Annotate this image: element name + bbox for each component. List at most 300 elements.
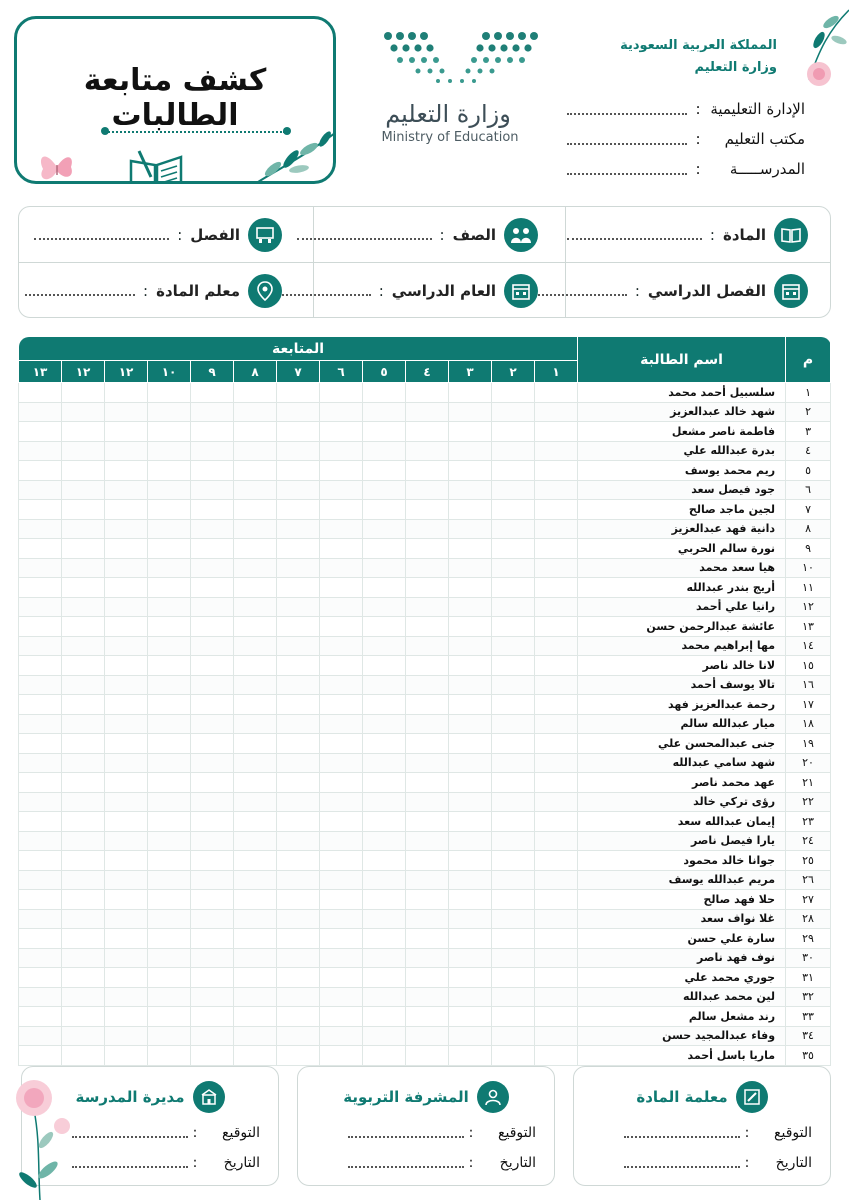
followup-cell[interactable] — [363, 636, 406, 656]
followup-cell[interactable] — [105, 812, 148, 832]
followup-cell[interactable] — [234, 714, 277, 734]
followup-cell[interactable] — [148, 870, 191, 890]
followup-cell[interactable] — [191, 422, 234, 442]
followup-cell[interactable] — [449, 695, 492, 715]
followup-cell[interactable] — [19, 422, 62, 442]
followup-cell[interactable] — [449, 461, 492, 481]
followup-cell[interactable] — [62, 773, 105, 793]
followup-cell[interactable] — [148, 480, 191, 500]
followup-cell[interactable] — [320, 734, 363, 754]
followup-cell[interactable] — [148, 558, 191, 578]
followup-cell[interactable] — [62, 578, 105, 598]
followup-cell[interactable] — [492, 500, 535, 520]
followup-cell[interactable] — [191, 753, 234, 773]
followup-cell[interactable] — [406, 1046, 449, 1066]
followup-cell[interactable] — [535, 519, 578, 539]
followup-cell[interactable] — [406, 422, 449, 442]
followup-cell[interactable] — [535, 383, 578, 403]
followup-cell[interactable] — [277, 578, 320, 598]
followup-cell[interactable] — [62, 402, 105, 422]
followup-cell[interactable] — [19, 597, 62, 617]
followup-cell[interactable] — [449, 656, 492, 676]
followup-cell[interactable] — [191, 675, 234, 695]
followup-cell[interactable] — [277, 383, 320, 403]
followup-cell[interactable] — [320, 519, 363, 539]
followup-cell[interactable] — [148, 792, 191, 812]
followup-cell[interactable] — [105, 1007, 148, 1027]
followup-cell[interactable] — [363, 1026, 406, 1046]
followup-cell[interactable] — [19, 656, 62, 676]
followup-cell[interactable] — [363, 539, 406, 559]
followup-cell[interactable] — [535, 714, 578, 734]
followup-cell[interactable] — [277, 597, 320, 617]
followup-cell[interactable] — [320, 1046, 363, 1066]
followup-cell[interactable] — [363, 578, 406, 598]
followup-cell[interactable] — [363, 773, 406, 793]
followup-cell[interactable] — [148, 695, 191, 715]
followup-cell[interactable] — [191, 831, 234, 851]
followup-cell[interactable] — [234, 909, 277, 929]
followup-cell[interactable] — [19, 636, 62, 656]
followup-cell[interactable] — [320, 929, 363, 949]
followup-cell[interactable] — [62, 870, 105, 890]
followup-cell[interactable] — [277, 422, 320, 442]
followup-cell[interactable] — [19, 500, 62, 520]
followup-cell[interactable] — [19, 578, 62, 598]
followup-cell[interactable] — [406, 519, 449, 539]
followup-cell[interactable] — [19, 461, 62, 481]
followup-cell[interactable] — [406, 831, 449, 851]
followup-cell[interactable] — [105, 929, 148, 949]
followup-cell[interactable] — [19, 675, 62, 695]
followup-cell[interactable] — [19, 695, 62, 715]
followup-cell[interactable] — [148, 987, 191, 1007]
followup-cell[interactable] — [62, 500, 105, 520]
followup-cell[interactable] — [105, 578, 148, 598]
followup-cell[interactable] — [492, 753, 535, 773]
followup-cell[interactable] — [62, 753, 105, 773]
followup-cell[interactable] — [62, 597, 105, 617]
followup-cell[interactable] — [449, 792, 492, 812]
followup-cell[interactable] — [320, 500, 363, 520]
followup-cell[interactable] — [363, 792, 406, 812]
followup-cell[interactable] — [148, 636, 191, 656]
followup-cell[interactable] — [320, 617, 363, 637]
followup-cell[interactable] — [191, 558, 234, 578]
year-field[interactable] — [279, 286, 371, 296]
followup-cell[interactable] — [449, 441, 492, 461]
followup-cell[interactable] — [535, 461, 578, 481]
followup-cell[interactable] — [277, 792, 320, 812]
followup-cell[interactable] — [406, 968, 449, 988]
followup-cell[interactable] — [234, 558, 277, 578]
followup-cell[interactable] — [105, 675, 148, 695]
followup-cell[interactable] — [535, 441, 578, 461]
followup-cell[interactable] — [449, 929, 492, 949]
followup-cell[interactable] — [449, 948, 492, 968]
followup-cell[interactable] — [105, 695, 148, 715]
followup-cell[interactable] — [148, 753, 191, 773]
followup-cell[interactable] — [191, 539, 234, 559]
followup-cell[interactable] — [492, 597, 535, 617]
followup-cell[interactable] — [148, 1007, 191, 1027]
followup-cell[interactable] — [449, 383, 492, 403]
followup-cell[interactable] — [191, 812, 234, 832]
followup-cell[interactable] — [105, 753, 148, 773]
followup-cell[interactable] — [19, 909, 62, 929]
followup-cell[interactable] — [535, 1007, 578, 1027]
followup-cell[interactable] — [105, 519, 148, 539]
followup-cell[interactable] — [535, 422, 578, 442]
followup-cell[interactable] — [105, 714, 148, 734]
followup-cell[interactable] — [62, 890, 105, 910]
followup-cell[interactable] — [234, 441, 277, 461]
followup-cell[interactable] — [320, 968, 363, 988]
followup-cell[interactable] — [363, 558, 406, 578]
followup-cell[interactable] — [105, 792, 148, 812]
followup-cell[interactable] — [234, 461, 277, 481]
followup-cell[interactable] — [62, 539, 105, 559]
followup-cell[interactable] — [105, 422, 148, 442]
followup-cell[interactable] — [277, 441, 320, 461]
followup-cell[interactable] — [62, 617, 105, 637]
followup-cell[interactable] — [105, 383, 148, 403]
followup-cell[interactable] — [363, 656, 406, 676]
principal-date-field[interactable] — [72, 1158, 188, 1168]
followup-cell[interactable] — [148, 441, 191, 461]
followup-cell[interactable] — [62, 987, 105, 1007]
followup-cell[interactable] — [535, 636, 578, 656]
followup-cell[interactable] — [320, 987, 363, 1007]
education-department-field[interactable] — [567, 103, 687, 115]
followup-cell[interactable] — [191, 597, 234, 617]
followup-cell[interactable] — [320, 695, 363, 715]
followup-cell[interactable] — [19, 812, 62, 832]
followup-cell[interactable] — [406, 870, 449, 890]
followup-cell[interactable] — [320, 480, 363, 500]
followup-cell[interactable] — [105, 500, 148, 520]
followup-cell[interactable] — [191, 1007, 234, 1027]
followup-cell[interactable] — [277, 812, 320, 832]
followup-cell[interactable] — [148, 812, 191, 832]
followup-cell[interactable] — [363, 714, 406, 734]
followup-cell[interactable] — [234, 890, 277, 910]
followup-cell[interactable] — [105, 402, 148, 422]
followup-cell[interactable] — [363, 402, 406, 422]
followup-cell[interactable] — [191, 617, 234, 637]
followup-cell[interactable] — [406, 597, 449, 617]
followup-cell[interactable] — [234, 948, 277, 968]
followup-cell[interactable] — [363, 519, 406, 539]
followup-cell[interactable] — [234, 422, 277, 442]
followup-cell[interactable] — [363, 948, 406, 968]
followup-cell[interactable] — [62, 441, 105, 461]
followup-cell[interactable] — [320, 558, 363, 578]
followup-cell[interactable] — [277, 656, 320, 676]
followup-cell[interactable] — [148, 714, 191, 734]
followup-cell[interactable] — [19, 929, 62, 949]
followup-cell[interactable] — [449, 636, 492, 656]
followup-cell[interactable] — [406, 441, 449, 461]
followup-cell[interactable] — [234, 675, 277, 695]
followup-cell[interactable] — [234, 792, 277, 812]
followup-cell[interactable] — [19, 831, 62, 851]
followup-cell[interactable] — [191, 870, 234, 890]
followup-cell[interactable] — [320, 812, 363, 832]
followup-cell[interactable] — [320, 402, 363, 422]
followup-cell[interactable] — [191, 851, 234, 871]
followup-cell[interactable] — [191, 500, 234, 520]
followup-cell[interactable] — [277, 636, 320, 656]
followup-cell[interactable] — [535, 753, 578, 773]
followup-cell[interactable] — [449, 500, 492, 520]
followup-cell[interactable] — [148, 500, 191, 520]
followup-cell[interactable] — [19, 753, 62, 773]
followup-cell[interactable] — [406, 500, 449, 520]
followup-cell[interactable] — [234, 617, 277, 637]
followup-cell[interactable] — [148, 578, 191, 598]
followup-cell[interactable] — [492, 734, 535, 754]
followup-cell[interactable] — [449, 675, 492, 695]
followup-cell[interactable] — [363, 890, 406, 910]
followup-cell[interactable] — [148, 851, 191, 871]
followup-cell[interactable] — [19, 519, 62, 539]
followup-cell[interactable] — [363, 1046, 406, 1066]
followup-cell[interactable] — [277, 519, 320, 539]
followup-cell[interactable] — [234, 383, 277, 403]
followup-cell[interactable] — [191, 792, 234, 812]
followup-cell[interactable] — [277, 480, 320, 500]
followup-cell[interactable] — [191, 948, 234, 968]
followup-cell[interactable] — [148, 948, 191, 968]
followup-cell[interactable] — [320, 441, 363, 461]
followup-cell[interactable] — [62, 519, 105, 539]
followup-cell[interactable] — [363, 812, 406, 832]
followup-cell[interactable] — [492, 968, 535, 988]
followup-cell[interactable] — [535, 831, 578, 851]
followup-cell[interactable] — [234, 402, 277, 422]
followup-cell[interactable] — [535, 812, 578, 832]
followup-cell[interactable] — [449, 968, 492, 988]
followup-cell[interactable] — [406, 656, 449, 676]
followup-cell[interactable] — [191, 383, 234, 403]
followup-cell[interactable] — [105, 480, 148, 500]
followup-cell[interactable] — [406, 851, 449, 871]
followup-cell[interactable] — [234, 519, 277, 539]
followup-cell[interactable] — [492, 422, 535, 442]
principal-sign-field[interactable] — [72, 1128, 188, 1138]
followup-cell[interactable] — [363, 617, 406, 637]
followup-cell[interactable] — [62, 636, 105, 656]
followup-cell[interactable] — [406, 461, 449, 481]
followup-cell[interactable] — [363, 695, 406, 715]
followup-cell[interactable] — [320, 773, 363, 793]
followup-cell[interactable] — [277, 948, 320, 968]
followup-cell[interactable] — [234, 968, 277, 988]
followup-cell[interactable] — [62, 948, 105, 968]
followup-cell[interactable] — [363, 441, 406, 461]
followup-cell[interactable] — [320, 539, 363, 559]
followup-cell[interactable] — [449, 539, 492, 559]
followup-cell[interactable] — [277, 461, 320, 481]
followup-cell[interactable] — [148, 539, 191, 559]
followup-cell[interactable] — [19, 890, 62, 910]
followup-cell[interactable] — [449, 519, 492, 539]
followup-cell[interactable] — [148, 1026, 191, 1046]
followup-cell[interactable] — [62, 792, 105, 812]
followup-cell[interactable] — [234, 1026, 277, 1046]
followup-cell[interactable] — [277, 851, 320, 871]
followup-cell[interactable] — [492, 909, 535, 929]
followup-cell[interactable] — [492, 870, 535, 890]
followup-cell[interactable] — [492, 441, 535, 461]
followup-cell[interactable] — [492, 636, 535, 656]
followup-cell[interactable] — [406, 812, 449, 832]
followup-cell[interactable] — [62, 714, 105, 734]
followup-cell[interactable] — [320, 890, 363, 910]
followup-cell[interactable] — [449, 480, 492, 500]
followup-cell[interactable] — [320, 422, 363, 442]
followup-cell[interactable] — [492, 987, 535, 1007]
followup-cell[interactable] — [363, 461, 406, 481]
followup-cell[interactable] — [148, 597, 191, 617]
followup-cell[interactable] — [449, 851, 492, 871]
followup-cell[interactable] — [148, 402, 191, 422]
followup-cell[interactable] — [19, 870, 62, 890]
followup-cell[interactable] — [148, 675, 191, 695]
followup-cell[interactable] — [19, 734, 62, 754]
followup-cell[interactable] — [277, 987, 320, 1007]
followup-cell[interactable] — [148, 422, 191, 442]
followup-cell[interactable] — [449, 1026, 492, 1046]
followup-cell[interactable] — [492, 773, 535, 793]
followup-cell[interactable] — [62, 1046, 105, 1066]
followup-cell[interactable] — [148, 383, 191, 403]
followup-cell[interactable] — [535, 909, 578, 929]
followup-cell[interactable] — [320, 578, 363, 598]
followup-cell[interactable] — [19, 441, 62, 461]
followup-cell[interactable] — [492, 558, 535, 578]
followup-cell[interactable] — [363, 987, 406, 1007]
followup-cell[interactable] — [406, 753, 449, 773]
followup-cell[interactable] — [449, 597, 492, 617]
followup-cell[interactable] — [105, 617, 148, 637]
supervisor-sign-field[interactable] — [348, 1128, 464, 1138]
followup-cell[interactable] — [535, 734, 578, 754]
followup-cell[interactable] — [148, 617, 191, 637]
followup-cell[interactable] — [492, 383, 535, 403]
followup-cell[interactable] — [19, 402, 62, 422]
followup-cell[interactable] — [363, 675, 406, 695]
followup-cell[interactable] — [148, 773, 191, 793]
followup-cell[interactable] — [277, 890, 320, 910]
followup-cell[interactable] — [535, 617, 578, 637]
followup-cell[interactable] — [363, 870, 406, 890]
followup-cell[interactable] — [191, 402, 234, 422]
followup-cell[interactable] — [191, 480, 234, 500]
followup-cell[interactable] — [535, 597, 578, 617]
followup-cell[interactable] — [148, 968, 191, 988]
followup-cell[interactable] — [277, 500, 320, 520]
followup-cell[interactable] — [406, 636, 449, 656]
followup-cell[interactable] — [191, 734, 234, 754]
followup-cell[interactable] — [191, 578, 234, 598]
followup-cell[interactable] — [406, 675, 449, 695]
followup-cell[interactable] — [234, 734, 277, 754]
teacher-field[interactable] — [25, 286, 135, 296]
followup-cell[interactable] — [492, 539, 535, 559]
followup-cell[interactable] — [105, 461, 148, 481]
followup-cell[interactable] — [62, 851, 105, 871]
followup-cell[interactable] — [535, 792, 578, 812]
followup-cell[interactable] — [363, 831, 406, 851]
followup-cell[interactable] — [19, 558, 62, 578]
followup-cell[interactable] — [320, 714, 363, 734]
followup-cell[interactable] — [19, 987, 62, 1007]
followup-cell[interactable] — [449, 870, 492, 890]
followup-cell[interactable] — [234, 578, 277, 598]
followup-cell[interactable] — [105, 890, 148, 910]
followup-cell[interactable] — [363, 734, 406, 754]
followup-cell[interactable] — [105, 987, 148, 1007]
followup-cell[interactable] — [406, 480, 449, 500]
followup-cell[interactable] — [191, 714, 234, 734]
followup-cell[interactable] — [234, 870, 277, 890]
followup-cell[interactable] — [105, 597, 148, 617]
followup-cell[interactable] — [492, 890, 535, 910]
followup-cell[interactable] — [105, 968, 148, 988]
followup-cell[interactable] — [535, 656, 578, 676]
followup-cell[interactable] — [105, 948, 148, 968]
followup-cell[interactable] — [406, 987, 449, 1007]
followup-cell[interactable] — [62, 480, 105, 500]
followup-cell[interactable] — [191, 1026, 234, 1046]
followup-cell[interactable] — [535, 968, 578, 988]
followup-cell[interactable] — [277, 617, 320, 637]
followup-cell[interactable] — [449, 831, 492, 851]
followup-cell[interactable] — [535, 558, 578, 578]
followup-cell[interactable] — [320, 909, 363, 929]
followup-cell[interactable] — [320, 753, 363, 773]
followup-cell[interactable] — [105, 1046, 148, 1066]
followup-cell[interactable] — [19, 851, 62, 871]
followup-cell[interactable] — [449, 402, 492, 422]
followup-cell[interactable] — [406, 695, 449, 715]
followup-cell[interactable] — [363, 851, 406, 871]
followup-cell[interactable] — [449, 422, 492, 442]
followup-cell[interactable] — [105, 1026, 148, 1046]
followup-cell[interactable] — [535, 500, 578, 520]
education-office-field[interactable] — [567, 133, 687, 145]
followup-cell[interactable] — [234, 1007, 277, 1027]
teacher-sign-field[interactable] — [624, 1128, 740, 1138]
grade-field[interactable] — [297, 230, 432, 240]
followup-cell[interactable] — [105, 909, 148, 929]
followup-cell[interactable] — [449, 558, 492, 578]
followup-cell[interactable] — [191, 695, 234, 715]
followup-cell[interactable] — [191, 890, 234, 910]
followup-cell[interactable] — [62, 675, 105, 695]
followup-cell[interactable] — [535, 480, 578, 500]
followup-cell[interactable] — [535, 695, 578, 715]
followup-cell[interactable] — [449, 1046, 492, 1066]
followup-cell[interactable] — [19, 773, 62, 793]
followup-cell[interactable] — [19, 480, 62, 500]
followup-cell[interactable] — [234, 636, 277, 656]
followup-cell[interactable] — [62, 968, 105, 988]
followup-cell[interactable] — [406, 383, 449, 403]
followup-cell[interactable] — [492, 461, 535, 481]
